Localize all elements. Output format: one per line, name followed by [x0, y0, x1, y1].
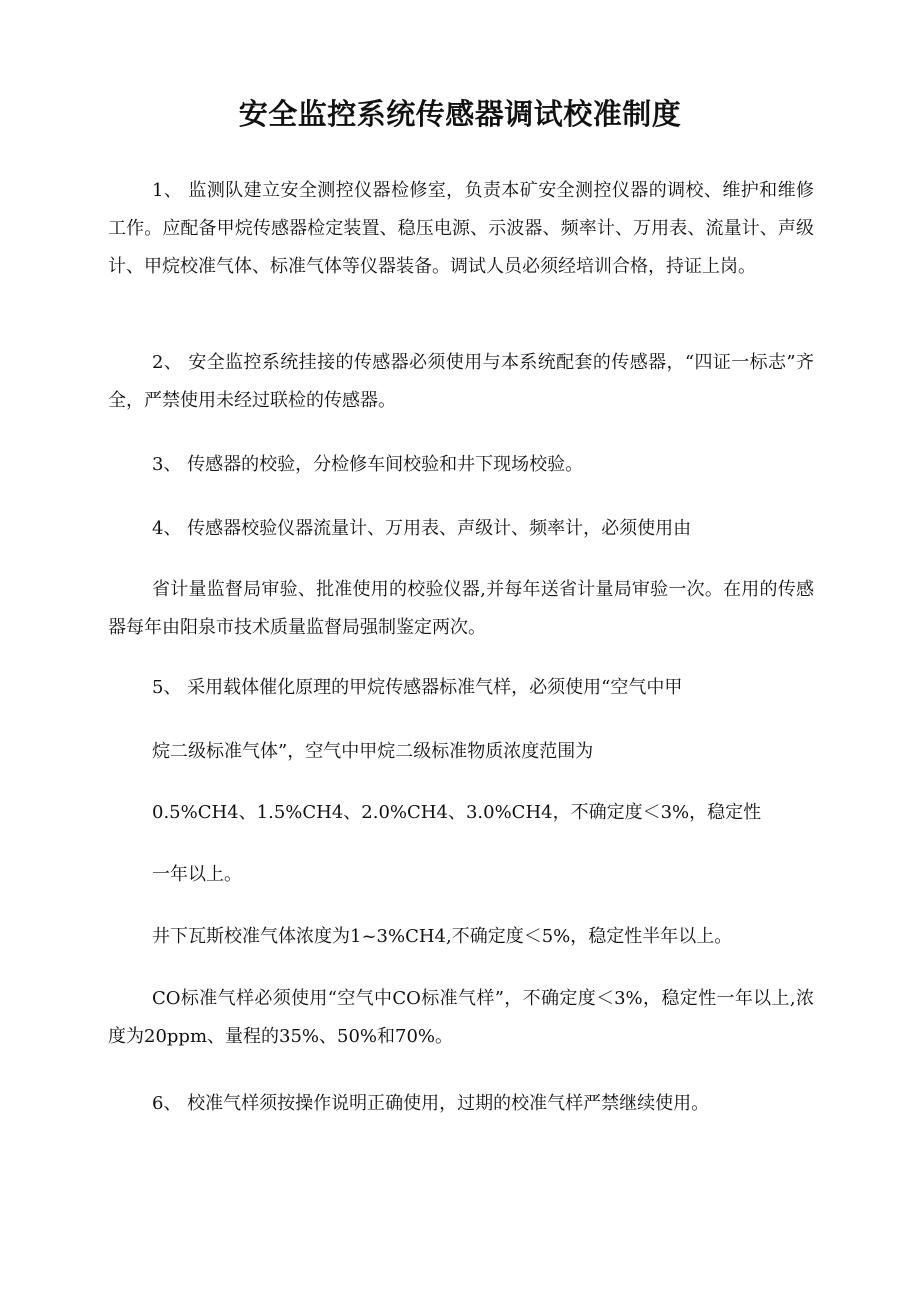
paragraph-5-line-3: 0.5%CH4、1.5%CH4、2.0%CH4、3.0%CH4，不确定度＜3%，稳定性	[152, 802, 762, 823]
paragraph-5-line-2: 烷二级标准气体”，空气中甲烷二级标准物质浓度范围为	[152, 741, 594, 762]
paragraph-6: 6、 校准气样须按操作说明正确使用，过期的校准气样严禁继续使用。	[152, 1093, 710, 1114]
co-standard-note: CO标准气样必须使用“空气中CO标准气样”，不确定度＜3%，稳定性一年以上,浓度为20ppm、量程的35%、50%和70%。	[108, 988, 814, 1047]
paragraph-3: 3、 传感器的校验，分检修车间校验和井下现场校验。	[152, 454, 584, 475]
methane-calibration-note: 井下瓦斯校准气体浓度为1~3%CH4,不确定度＜5%，稳定性半年以上。	[152, 926, 733, 947]
page-title: 安全监控系统传感器调试校准制度	[238, 97, 682, 131]
paragraph-4: 4、 传感器校验仪器流量计、万用表、声级计、频率计，必须使用由	[152, 518, 692, 539]
paragraph-4-continued: 省计量监督局审验、批准使用的校验仪器,并每年送省计量局审验一次。在用的传感器每年由阳泉市技术质量监督局强制鉴定两次。	[108, 579, 814, 638]
paragraph-5: 5、 采用载体催化原理的甲烷传感器标准气样，必须使用“空气中甲	[152, 677, 683, 698]
paragraph-5-line-4: 一年以上。	[152, 864, 242, 885]
paragraph-1: 1、 监测队建立安全测控仪器检修室，负责本矿安全测控仪器的调校、维护和维修工作。应配备甲烷传感器检定装置、稳压电源、示波器、频率计、万用表、流量计、声级计、甲烷校准气体、标准气体等仪器装备。调试人员必须经培训合格，持证上岗。	[108, 180, 814, 277]
paragraph-2: 2、 安全监控系统挂接的传感器必须使用与本系统配套的传感器，“四证一标志”齐全，严禁使用未经过联检的传感器。	[108, 352, 814, 411]
